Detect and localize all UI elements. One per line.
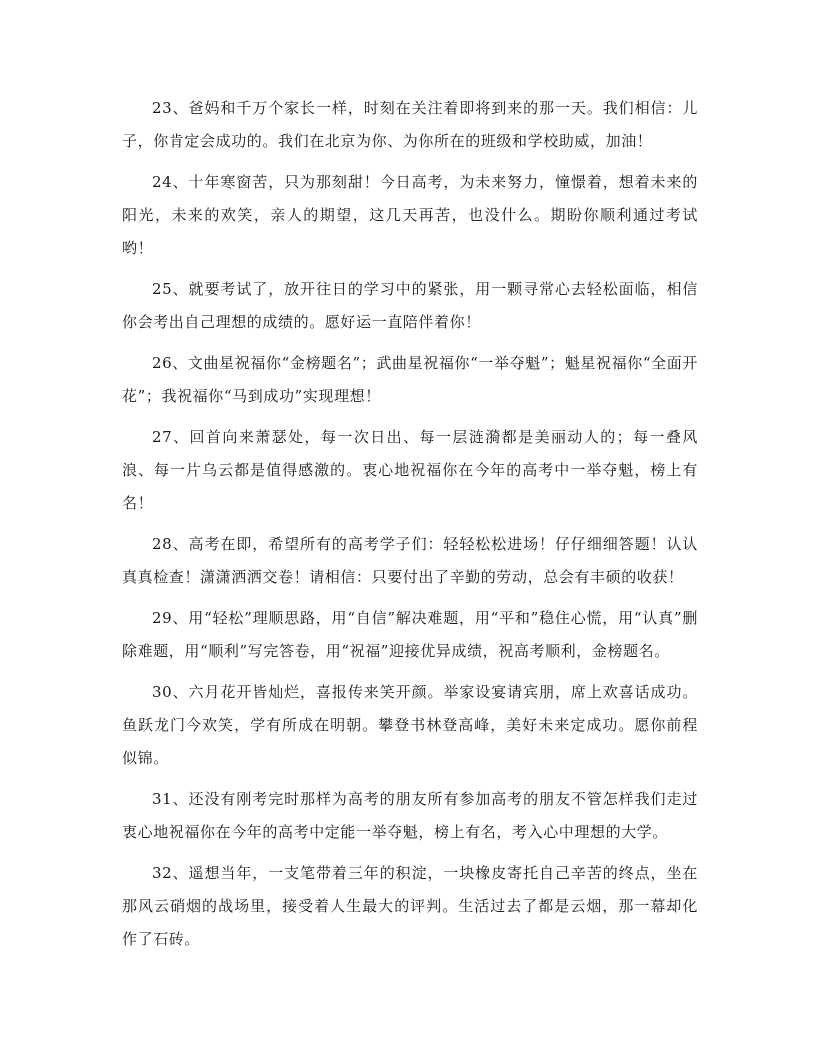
paragraph-24: 24、十年寒窗苦，只为那刻甜！今日高考，为未来努力，憧憬着，想着未来的阳光，未来的欢笑，亲人的期望，这几天再苦，也没什么。期盼你顺利通过考试哟！ [122, 173, 698, 257]
paragraph-28: 28、高考在即，希望所有的高考学子们：轻轻松松进场！仔仔细细答题！认认真真检查！潇潇洒洒交卷！请相信：只要付出了辛勤的劳动，总会有丰硕的收获！ [122, 535, 698, 586]
document-page [122, 92, 698, 964]
paragraph-25: 25、就要考试了，放开往日的学习中的紧张，用一颗寻常心去轻松面临，相信你会考出自己理想的成绩的。愿好运一直陪伴着你！ [122, 280, 698, 331]
paragraph-31: 31、还没有刚考完时那样为高考的朋友所有参加高考的朋友不管怎样我们走过衷心地祝福你在今年的高考中定能一举夺魁，榜上有名，考入心中理想的大学。 [122, 790, 698, 841]
paragraph-26: 26、文曲星祝福你“金榜题名”；武曲星祝福你“一举夺魁”；魁星祝福你“全面开花”；我祝福你“马到成功”实现理想！ [122, 354, 698, 405]
paragraph-29: 29、用“轻松”理顺思路，用“自信”解决难题，用“平和”稳住心慌，用“认真”删除难题，用“顺利”写完答卷，用“祝福”迎接优异成绩，祝高考顺利，金榜题名。 [122, 609, 698, 660]
paragraph-32: 32、遥想当年，一支笔带着三年的积淀，一块橡皮寄托自己辛苦的终点，坐在那风云硝烟的战场里，接受着人生最大的评判。生活过去了都是云烟，那一幕却化作了石砖。 [122, 864, 698, 948]
paragraph-30: 30、六月花开皆灿烂，喜报传来笑开颜。举家设宴请宾朋，席上欢喜话成功。鱼跃龙门今欢笑，学有所成在明朝。攀登书林登高峰，美好未来定成功。愿你前程似锦。 [122, 683, 698, 767]
paragraph-23: 23、爸妈和千万个家长一样，时刻在关注着即将到来的那一天。我们相信：儿子，你肯定会成功的。我们在北京为你、为你所在的班级和学校助威，加油！ [122, 99, 698, 150]
paragraph-27: 27、回首向来萧瑟处，每一次日出、每一层涟漪都是美丽动人的；每一叠风浪、每一片乌云都是值得感激的。衷心地祝福你在今年的高考中一举夺魁，榜上有名！ [122, 428, 698, 512]
